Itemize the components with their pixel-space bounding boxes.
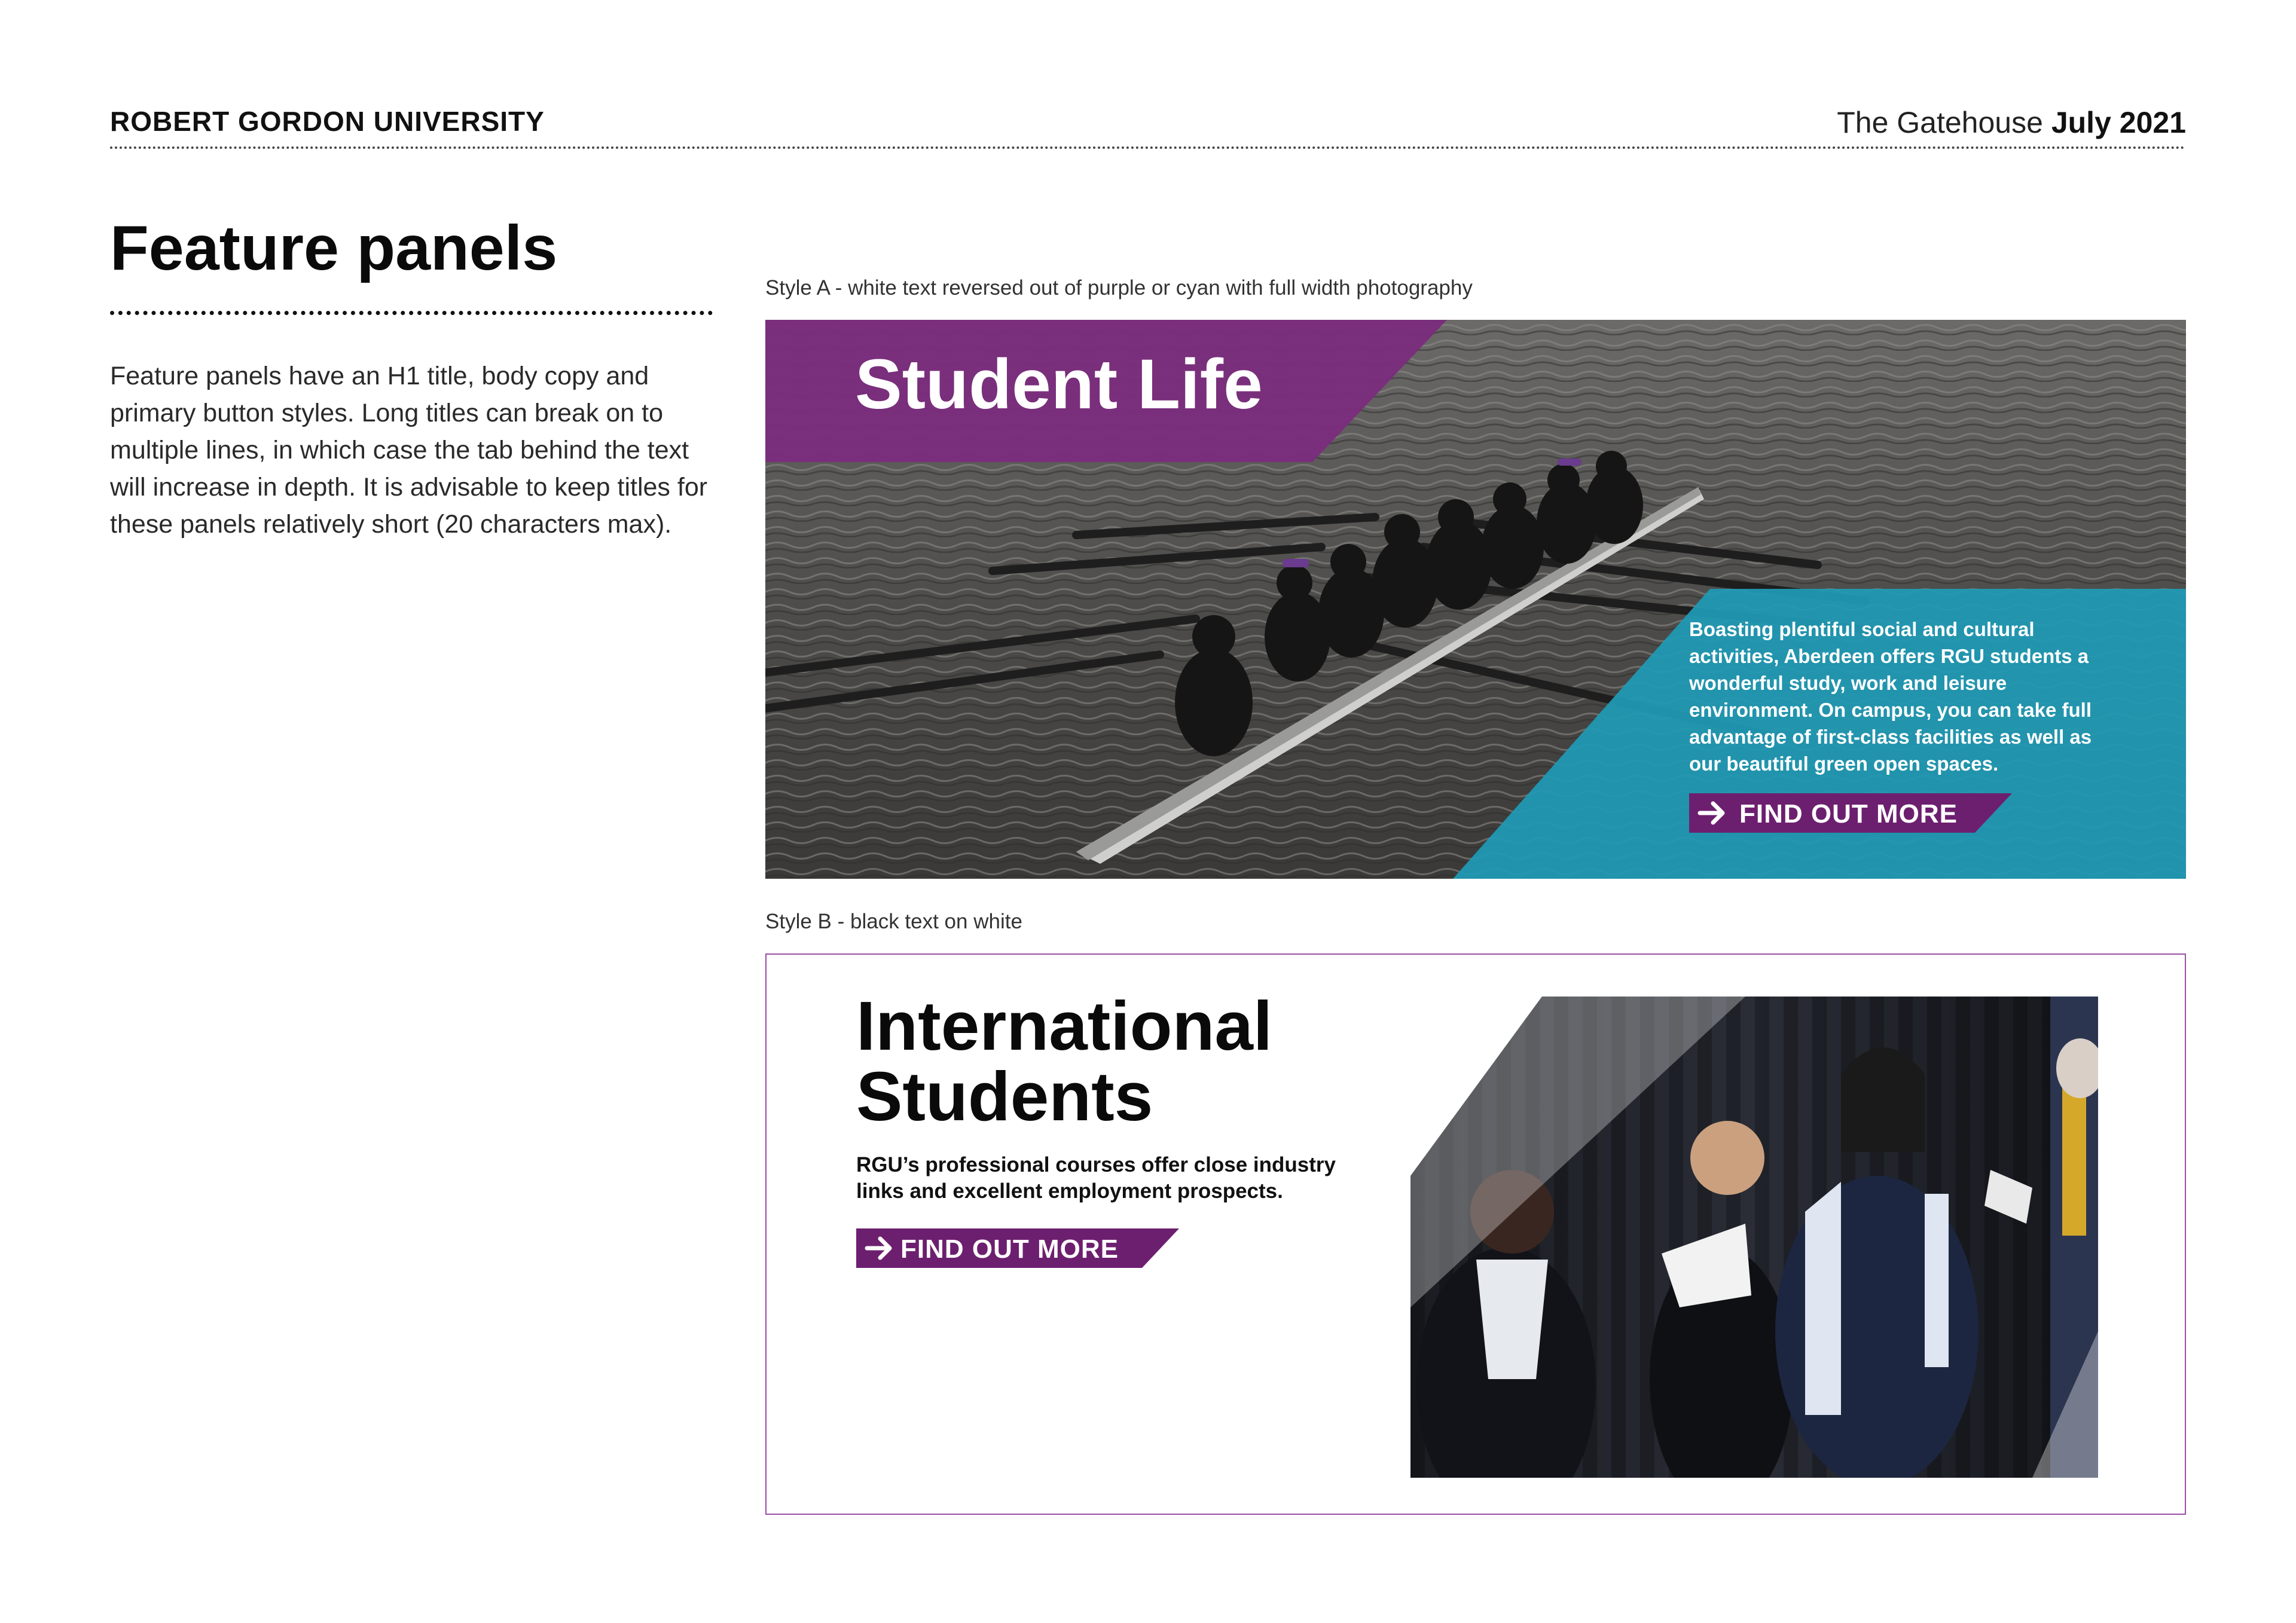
issue-date: July 2021 [2051,106,2186,139]
publication-ref [1837,105,2186,140]
intro-text: Feature panels have an H1 title, body copy and primary button styles. Long titles can break on to multiple lines, in which case the tab behind the text will increase in depth. It is advisable to keep titles for these panels relatively short (20 characters max). [110,362,708,539]
header-divider [110,146,2186,149]
style-b-title-line1: International [856,987,1273,1065]
arrow-right-icon [1697,801,1727,825]
style-a-find-out-more-button[interactable] [1689,793,2012,833]
style-a-body: Boasting plentiful social and cultural activities, Aberdeen offers RGU students a wonderful study, work and leisure environment. On campus, you can take full advantage of first-class facilities as well as our beautiful green open spaces. [1689,618,2092,775]
style-b-caption: Style B - black text on white [765,910,1022,933]
style-b-body: RGU’s professional courses offer close industry links and excellent employment prospects. [856,1153,1336,1203]
style-a-button-label: FIND OUT MORE [1739,799,1958,829]
style-a-caption: Style A - white text reversed out of purple or cyan with full width photography [765,276,1473,299]
graduation-photo [1410,997,2098,1478]
style-a-panel [765,320,2186,879]
arrow-right-icon [865,1236,894,1260]
style-b-title [856,987,1394,1135]
style-a-title: Student Life [855,345,1263,424]
page-title: Feature panels [110,213,558,283]
publication-name: The Gatehouse [1837,106,2043,139]
style-b-panel [765,953,2186,1515]
brand-name: ROBERT GORDON UNIVERSITY [110,106,545,137]
style-b-title-line2: Students [856,1057,1153,1135]
style-b-button-label: FIND OUT MORE [900,1234,1119,1264]
style-b-find-out-more-button[interactable] [856,1228,1179,1268]
title-divider [110,311,713,315]
